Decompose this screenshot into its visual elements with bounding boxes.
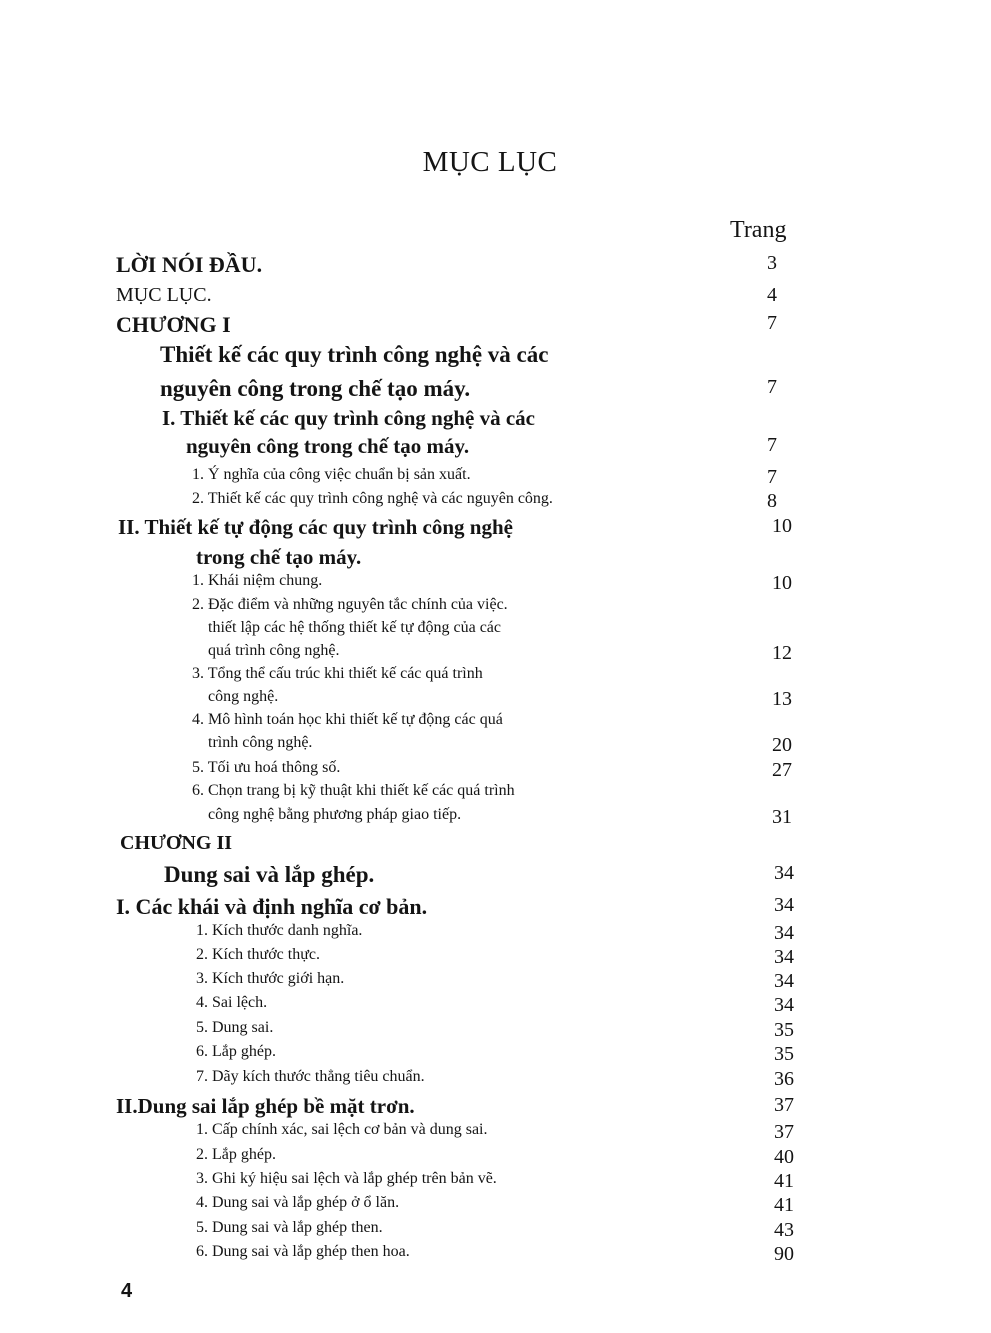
- toc-entry-page: 37: [774, 1121, 794, 1143]
- toc-entry: [0, 1043, 991, 1065]
- toc-entry: [0, 832, 991, 854]
- toc-entry: [0, 1194, 991, 1216]
- toc-entry-page: 36: [774, 1068, 794, 1090]
- toc-entry-text: 5. Dung sai.: [196, 1019, 274, 1036]
- toc-entry-text: 6. Lắp ghép.: [196, 1043, 276, 1060]
- toc-entry: [0, 759, 991, 781]
- toc-entry: [0, 545, 991, 567]
- toc-entry-page: 31: [772, 806, 792, 828]
- toc-entry-page: 34: [774, 994, 794, 1016]
- toc-entry: [0, 734, 991, 756]
- toc-entry: [0, 1243, 991, 1265]
- toc-entry-page: 34: [774, 862, 794, 884]
- toc-entry-page: 7: [767, 376, 777, 398]
- toc-entry-text: I. Thiết kế các quy trình công nghệ và các: [162, 406, 535, 430]
- toc-entry-page: 10: [772, 515, 792, 537]
- toc-entry: [0, 1068, 991, 1090]
- toc-entry-text: MỤC LỤC.: [116, 284, 212, 306]
- toc-entry: [0, 376, 991, 401]
- toc-entry: [0, 970, 991, 992]
- toc-entry: [0, 1019, 991, 1041]
- toc-entry-text: 1. Kích thước danh nghĩa.: [196, 922, 363, 939]
- toc-entry-page: 7: [767, 466, 777, 488]
- toc-entry-text: CHƯƠNG II: [120, 832, 233, 854]
- toc-entry-page: 35: [774, 1019, 794, 1041]
- toc-entry: [0, 894, 991, 919]
- toc-entry: [0, 688, 991, 710]
- toc-entry: [0, 515, 991, 537]
- toc-entry: [0, 946, 991, 968]
- toc-entry-text: Dung sai và lắp ghép.: [164, 862, 375, 887]
- toc-entry-text: 5. Tối ưu hoá thông số.: [192, 759, 341, 776]
- toc-entry: [0, 466, 991, 488]
- toc-entry-text: thiết lập các hệ thống thiết kế tự động của các: [208, 619, 501, 636]
- toc-entry: [0, 490, 991, 512]
- toc-entry-text: 4. Sai lệch.: [196, 994, 268, 1011]
- toc-entry: [0, 642, 991, 664]
- toc-entry-page: 27: [772, 759, 792, 781]
- toc-entry-text: 3. Tổng thể cấu trúc khi thiết kế các quá trình: [192, 665, 483, 682]
- toc-entry-text: nguyên công trong chế tạo máy.: [160, 376, 471, 401]
- toc-entry: [0, 252, 991, 277]
- toc-entry-text: 6. Chọn trang bị kỹ thuật khi thiết kế các quá trình: [192, 782, 515, 799]
- toc-entry-text: nguyên công trong chế tạo máy.: [186, 434, 470, 458]
- toc-entry-text: II.Dung sai lắp ghép bề mặt trơn.: [116, 1094, 415, 1118]
- toc-entry-page: 4: [767, 284, 777, 306]
- page-column-header: Trang: [730, 217, 787, 243]
- toc-entry-page: 8: [767, 490, 777, 512]
- toc-entry: [0, 994, 991, 1016]
- toc-entry: [0, 806, 991, 828]
- toc-entry-text: I. Các khái và định nghĩa cơ bản.: [116, 894, 428, 919]
- toc-entry-text: 4. Mô hình toán học khi thiết kế tự động các quá: [192, 711, 503, 728]
- toc-entry: [0, 434, 991, 456]
- toc-entry: [0, 1146, 991, 1168]
- toc-entry: [0, 1121, 991, 1143]
- toc-entry: [0, 312, 991, 337]
- toc-entry-page: 34: [774, 946, 794, 968]
- toc-entry: [0, 862, 991, 887]
- toc-entry-page: 34: [774, 970, 794, 992]
- toc-entry-page: 41: [774, 1194, 794, 1216]
- page-number: 4: [121, 1280, 133, 1302]
- toc-entry: [0, 1170, 991, 1192]
- toc-entry-page: 7: [767, 434, 777, 456]
- toc-entry-text: 2. Thiết kế các quy trình công nghệ và các nguyên công.: [192, 490, 553, 507]
- toc-entry-text: trong chế tạo máy.: [196, 545, 362, 569]
- toc-entry: [0, 406, 991, 428]
- toc-entry-page: 34: [774, 922, 794, 944]
- toc-entry-page: 35: [774, 1043, 794, 1065]
- toc-entry-text: quá trình công nghệ.: [208, 642, 340, 659]
- toc-entry-text: 2. Lắp ghép.: [196, 1146, 276, 1163]
- toc-entry: [0, 922, 991, 944]
- toc-entry-page: 43: [774, 1219, 794, 1241]
- toc-entry-page: 90: [774, 1243, 794, 1265]
- toc-entry-page: 37: [774, 1094, 794, 1116]
- toc-entry-page: 7: [767, 312, 777, 334]
- toc-entry-text: 2. Đặc điểm và những nguyên tắc chính của việc.: [192, 596, 508, 613]
- toc-entry: [0, 711, 991, 733]
- toc-entry-page: 40: [774, 1146, 794, 1168]
- toc-entry: [0, 572, 991, 594]
- toc-entry-page: 3: [767, 252, 777, 274]
- toc-entry: [0, 284, 991, 306]
- toc-entry: [0, 1094, 991, 1116]
- toc-entry-text: 1. Ý nghĩa của công việc chuẩn bị sản xuất.: [192, 466, 471, 483]
- toc-entry-text: 5. Dung sai và lắp ghép then.: [196, 1219, 383, 1236]
- toc-entry-text: CHƯƠNG I: [116, 312, 231, 337]
- toc-entry-text: 1. Khái niệm chung.: [192, 572, 323, 589]
- toc-entry: [0, 1219, 991, 1241]
- toc-entry-text: 3. Ghi ký hiệu sai lệch và lắp ghép trên bản vẽ.: [196, 1170, 497, 1187]
- toc-entry: [0, 665, 991, 687]
- toc-entry-text: 3. Kích thước giới hạn.: [196, 970, 345, 987]
- toc-entry-text: 2. Kích thước thực.: [196, 946, 320, 963]
- toc-entry-text: LỜI NÓI ĐẦU.: [116, 252, 263, 277]
- toc-entry-text: Thiết kế các quy trình công nghệ và các: [160, 342, 549, 367]
- toc-entry: [0, 619, 991, 641]
- toc-entry-page: 20: [772, 734, 792, 756]
- toc-entry-page: 13: [772, 688, 792, 710]
- toc-entry-text: công nghệ.: [208, 688, 279, 705]
- toc-entry: [0, 596, 991, 618]
- toc-entry-text: II. Thiết kế tự động các quy trình công nghệ: [118, 515, 513, 539]
- toc-entry-page: 10: [772, 572, 792, 594]
- toc-entry: [0, 342, 991, 367]
- toc-entry-text: 6. Dung sai và lắp ghép then hoa.: [196, 1243, 410, 1260]
- toc-entry-text: công nghệ bằng phương pháp giao tiếp.: [208, 806, 462, 823]
- toc-entry-text: 1. Cấp chính xác, sai lệch cơ bản và dung sai.: [196, 1121, 488, 1138]
- toc-entry: [0, 782, 991, 804]
- toc-entry-text: 7. Dãy kích thước thẳng tiêu chuẩn.: [196, 1068, 425, 1085]
- toc-entry-text: 4. Dung sai và lắp ghép ở ổ lăn.: [196, 1194, 400, 1211]
- toc-entry-page: 12: [772, 642, 792, 664]
- toc-title: MỤC LỤC: [422, 146, 558, 178]
- toc-entry-text: trình công nghệ.: [208, 734, 313, 751]
- toc-entry-page: 34: [774, 894, 794, 916]
- toc-entry-page: 41: [774, 1170, 794, 1192]
